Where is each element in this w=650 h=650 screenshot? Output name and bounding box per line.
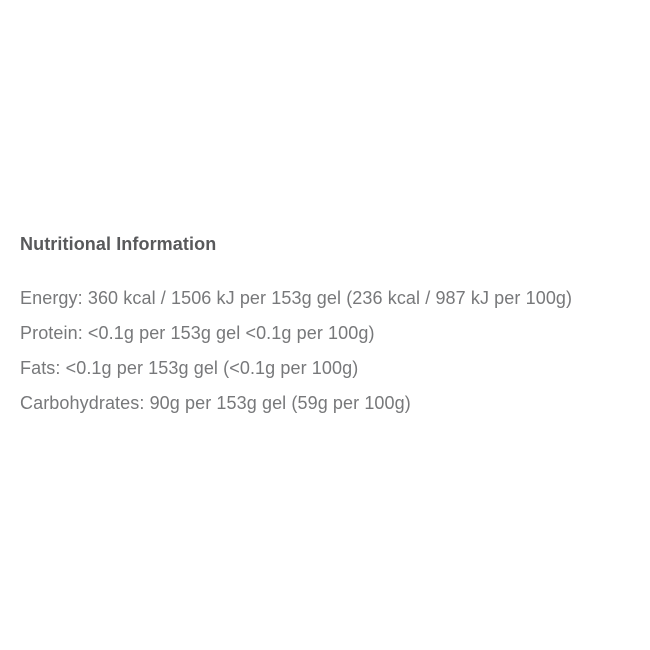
nutrition-section [20, 233, 640, 427]
nutrition-line-fats: Fats: <0.1g per 153g gel (<0.1g per 100g) [20, 358, 359, 378]
nutrition-line-protein: Protein: <0.1g per 153g gel <0.1g per 100g) [20, 323, 375, 343]
nutrition-line-energy: Energy: 360 kcal / 1506 kJ per 153g gel (236 kcal / 987 kJ per 100g) [20, 288, 573, 308]
nutrition-line-carbohydrates: Carbohydrates: 90g per 153g gel (59g per 100g) [20, 393, 411, 413]
nutrition-heading: Nutritional Information [20, 234, 217, 254]
